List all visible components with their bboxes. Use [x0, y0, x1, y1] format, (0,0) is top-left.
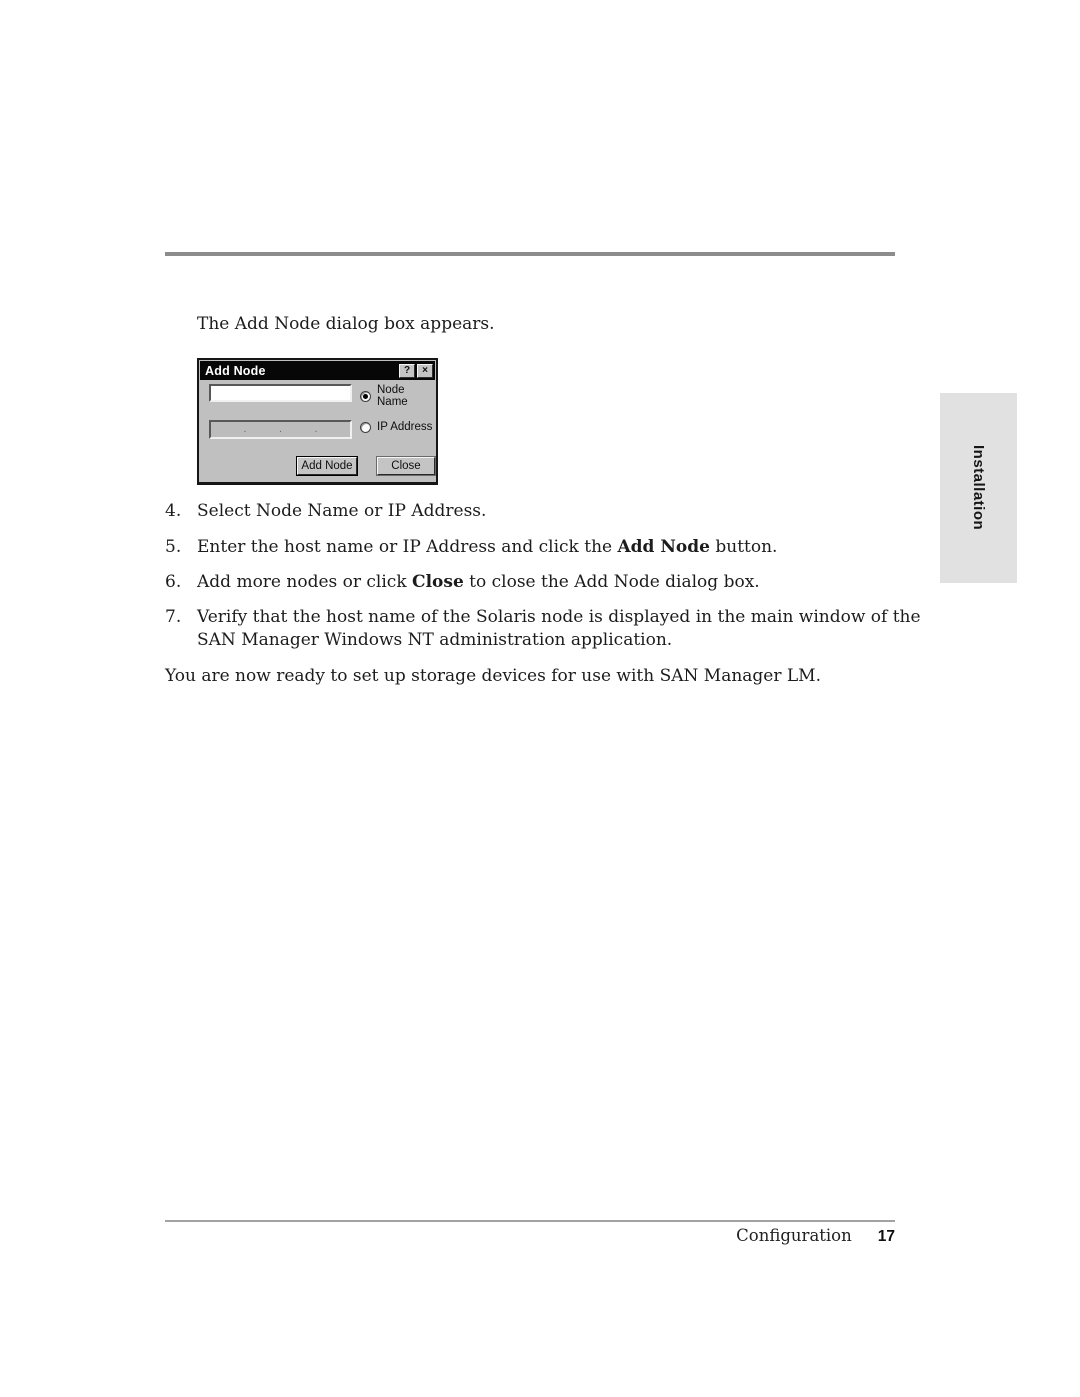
step-text-bold: Close	[412, 572, 464, 592]
step-number: 6.	[165, 572, 182, 592]
step-item-7	[165, 606, 947, 652]
ip-dot-separator: .	[243, 423, 247, 435]
step-text-run: Add more nodes or click	[197, 572, 413, 592]
installation-chapter-tab[interactable]	[940, 393, 1017, 583]
step-item-6	[165, 571, 947, 594]
ip-address-input	[209, 420, 352, 439]
close-button[interactable]: Close	[377, 457, 435, 475]
footer-section-label: Configuration	[736, 1226, 852, 1245]
ip-dot-separator: .	[278, 423, 283, 435]
node-name-input[interactable]	[209, 384, 352, 402]
step-text: Select Node Name or IP Address.	[197, 501, 487, 521]
step-text: Verify that the host name of the Solaris node is displayed in the main window of the SAN Manager Windows NT administration application.	[197, 607, 921, 650]
radio-selected-icon[interactable]	[360, 391, 371, 402]
step-text	[197, 571, 947, 594]
section-divider-rule	[165, 252, 895, 256]
step-text-run: Enter the host name or IP Address and click the	[197, 537, 618, 557]
ip-address-radio[interactable]	[360, 421, 432, 433]
installation-tab-label: Installation	[970, 445, 987, 531]
ip-address-radio-label: IP Address	[377, 421, 433, 433]
step-text-run: to close the Add Node dialog box.	[463, 572, 760, 592]
node-name-radio-label: Node Name	[377, 384, 408, 408]
step-number: 4.	[165, 501, 182, 521]
step-item-4	[165, 500, 947, 523]
ip-dot-separator: .	[314, 423, 318, 435]
radio-unselected-icon[interactable]	[360, 422, 371, 433]
dialog-title: Add Node	[205, 363, 266, 378]
page-number: 17	[877, 1228, 895, 1245]
closing-paragraph: You are now ready to set up storage devices for use with SAN Manager LM.	[165, 666, 821, 686]
step-item-5	[165, 536, 947, 559]
intro-text: The Add Node dialog box appears.	[197, 314, 495, 334]
step-number: 7.	[165, 607, 182, 627]
step-text-run: button.	[709, 537, 778, 557]
footer-rule	[165, 1220, 895, 1222]
help-icon[interactable]: ?	[399, 364, 415, 378]
add-node-button[interactable]: Add Node	[297, 457, 357, 475]
close-icon[interactable]: ×	[417, 364, 433, 378]
page-footer	[165, 1226, 895, 1246]
step-number: 5.	[165, 537, 182, 557]
add-node-dialog	[197, 358, 438, 485]
step-text	[197, 536, 947, 559]
dialog-titlebar[interactable]	[200, 361, 435, 380]
step-text-bold: Add Node	[617, 537, 710, 557]
node-name-radio[interactable]	[360, 384, 436, 408]
titlebar-buttons	[399, 364, 433, 378]
